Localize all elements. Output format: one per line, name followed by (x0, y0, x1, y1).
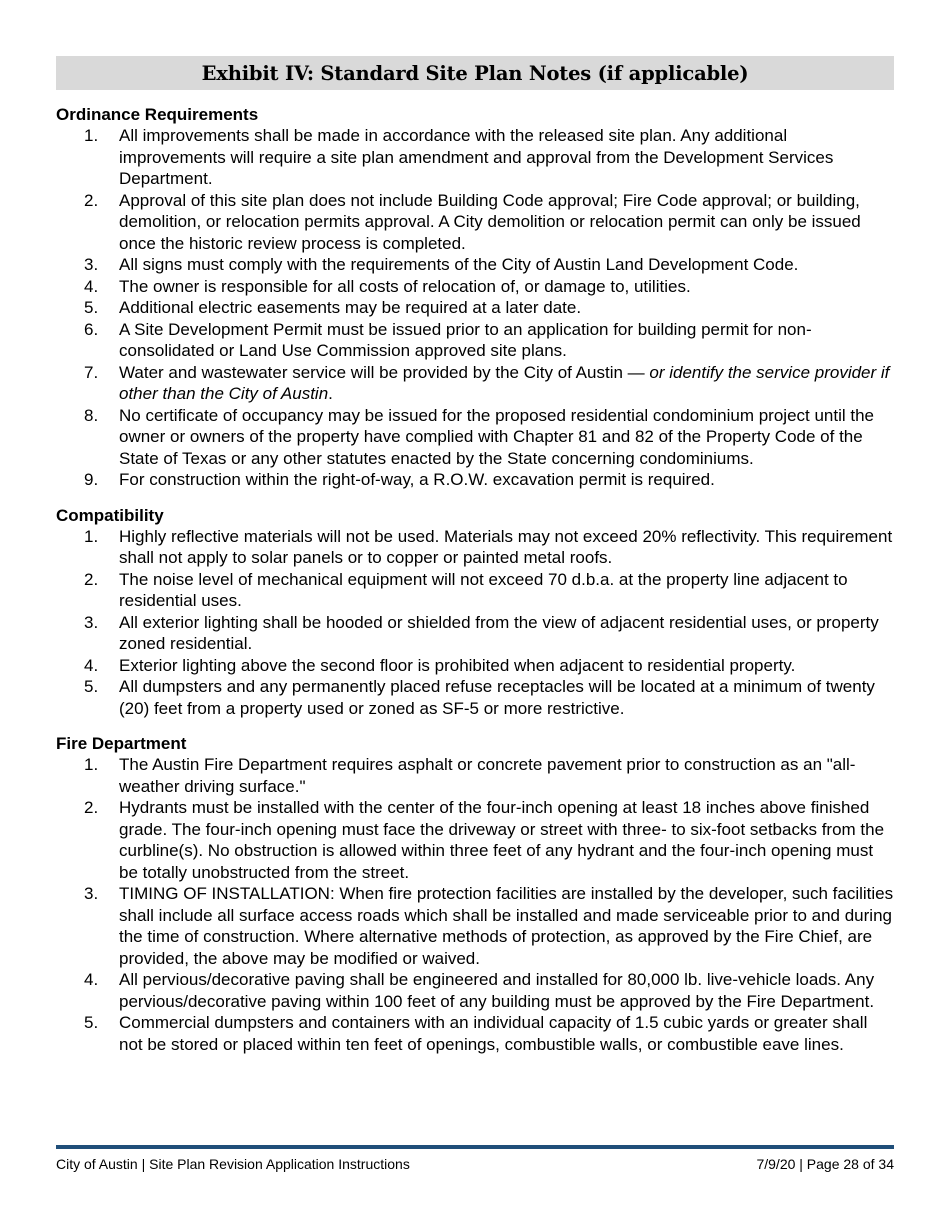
list-item (56, 754, 894, 797)
list-item-number: 7. (84, 362, 99, 382)
list-item-text: Approval of this site plan does not include Building Code approval; Fire Code approval; or building, demolition, or relocation permits approval. A City demolition or relocation permit can only be issued once the historic review process is completed. (119, 190, 861, 253)
list-item-number: 3. (84, 612, 99, 632)
list-item-number: 4. (84, 970, 99, 989)
list-item (56, 883, 894, 969)
list-item-text: For construction within the right-of-way, a R.O.W. excavation permit is required. (119, 470, 715, 489)
list-item (56, 405, 894, 470)
sections-container (56, 104, 894, 1055)
section (56, 733, 894, 1055)
footer-document-title: City of Austin | Site Plan Revision Application Instructions (56, 1156, 410, 1172)
page-footer (56, 1156, 894, 1172)
list-item (56, 676, 894, 719)
list-item-number: 2. (84, 569, 99, 589)
list-item-text: All signs must comply with the requirements of the City of Austin Land Development Code. (119, 255, 799, 274)
footer-page-info: 7/9/20 | Page 28 of 34 (756, 1156, 894, 1172)
list-item-number: 2. (84, 798, 99, 817)
list-item-text: All pervious/decorative paving shall be engineered and installed for 80,000 lb. live-vehicle loads. Any pervious/decorative paving within 100 feet of any building must be approved by the Fire Department. (119, 970, 875, 1011)
section (56, 104, 894, 491)
section-heading: Fire Department (56, 734, 187, 753)
list-item (56, 569, 894, 612)
list-item (56, 969, 894, 1012)
list-item (56, 612, 894, 655)
list-item (56, 276, 894, 298)
list-item-text: Water and wastewater service will be provided by the City of Austin — (119, 362, 650, 382)
section-heading: Ordinance Requirements (56, 105, 259, 124)
list-item (56, 655, 894, 677)
list-item-number: 1. (84, 755, 99, 774)
list-item-number: 3. (84, 884, 99, 903)
list-item-number: 4. (84, 655, 99, 675)
list-item-text: Exterior lighting above the second floor is prohibited when adjacent to residential property. (119, 655, 796, 675)
list-item-number: 1. (84, 526, 99, 546)
list-item-number: 5. (84, 1013, 99, 1032)
list-item-text: All exterior lighting shall be hooded or shielded from the view of adjacent residential uses, or property zoned residential. (119, 612, 879, 653)
list-item-text: The noise level of mechanical equipment will not exceed 70 d.b.a. at the property line adjacent to residential uses. (119, 569, 848, 610)
list-item-number: 4. (84, 276, 99, 296)
list-item-number: 5. (84, 677, 99, 696)
list-item (56, 1012, 894, 1055)
list-item-text: The owner is responsible for all costs of relocation of, or damage to, utilities. (119, 276, 691, 296)
list-item-number: 2. (84, 190, 99, 210)
list-item (56, 797, 894, 883)
list-item (56, 125, 894, 190)
numbered-list (56, 754, 894, 1055)
list-item-text: The Austin Fire Department requires asphalt or concrete pavement prior to construction as an "all-weather driving surface." (119, 755, 856, 796)
list-item-number: 8. (84, 405, 99, 425)
list-item-number: 6. (84, 319, 99, 339)
section-heading: Compatibility (56, 505, 164, 525)
list-item-text: Highly reflective materials will not be used. Materials may not exceed 20% reflectivity. This requirement shall not apply to solar panels or to copper or painted metal roofs. (119, 526, 893, 567)
list-item-text: All improvements shall be made in accordance with the released site plan. Any additional improvements will require a site plan amendment and approval from the Development Services Department. (119, 126, 834, 188)
list-item-text: TIMING OF INSTALLATION: When fire protection facilities are installed by the developer, such facilities shall include all surface access roads which shall be installed and made serviceable prior to and during the time of construction. Where alternative methods of protection, as approved by the Fire Chief, are provided, the above may be modified or waived. (119, 884, 894, 968)
list-item (56, 469, 894, 491)
list-item-text: Additional electric easements may be required at a later date. (119, 298, 582, 317)
list-item (56, 526, 894, 569)
list-item-number: 1. (84, 126, 99, 145)
list-item-text: A Site Development Permit must be issued prior to an application for building permit for non-consolidated or Land Use Commission approved site plans. (119, 319, 812, 360)
numbered-list (56, 125, 894, 491)
page-title: Exhibit IV: Standard Site Plan Notes (if applicable) (201, 61, 749, 85)
list-item (56, 297, 894, 319)
title-bar (56, 56, 894, 90)
numbered-list (56, 526, 894, 720)
list-item (56, 319, 894, 362)
footer-divider (56, 1145, 894, 1149)
list-item-italic-text: or identify the service provider if other than the City of Austin (119, 362, 890, 403)
list-item-number: 9. (84, 470, 99, 489)
list-item-number: 3. (84, 255, 99, 274)
section (56, 505, 894, 720)
list-item-tail-text: . (328, 384, 333, 403)
list-item-text: Commercial dumpsters and containers with an individual capacity of 1.5 cubic yards or greater shall not be stored or placed within ten feet of openings, combustible walls, or combustible eave lines. (119, 1013, 868, 1054)
document-page (56, 56, 894, 1055)
list-item-text: All dumpsters and any permanently placed refuse receptacles will be located at a minimum of twenty (20) feet from a property used or zoned as SF-5 or more restrictive. (119, 677, 875, 718)
list-item-text: No certificate of occupancy may be issued for the proposed residential condominium project until the owner or owners of the property have complied with Chapter 81 and 82 of the Property Code of the State of Texas or any other statutes enacted by the State concerning condominiums. (119, 405, 875, 468)
list-item (56, 362, 894, 405)
list-item (56, 254, 894, 276)
list-item (56, 190, 894, 255)
list-item-number: 5. (84, 298, 99, 317)
list-item-text: Hydrants must be installed with the center of the four-inch opening at least 18 inches above finished grade. The four-inch opening must face the driveway or street with three- to six-foot setbacks from the curbline(s). No obstruction is allowed within three feet of any hydrant and the four-inch opening must be totally unobstructed from the street. (119, 798, 885, 882)
